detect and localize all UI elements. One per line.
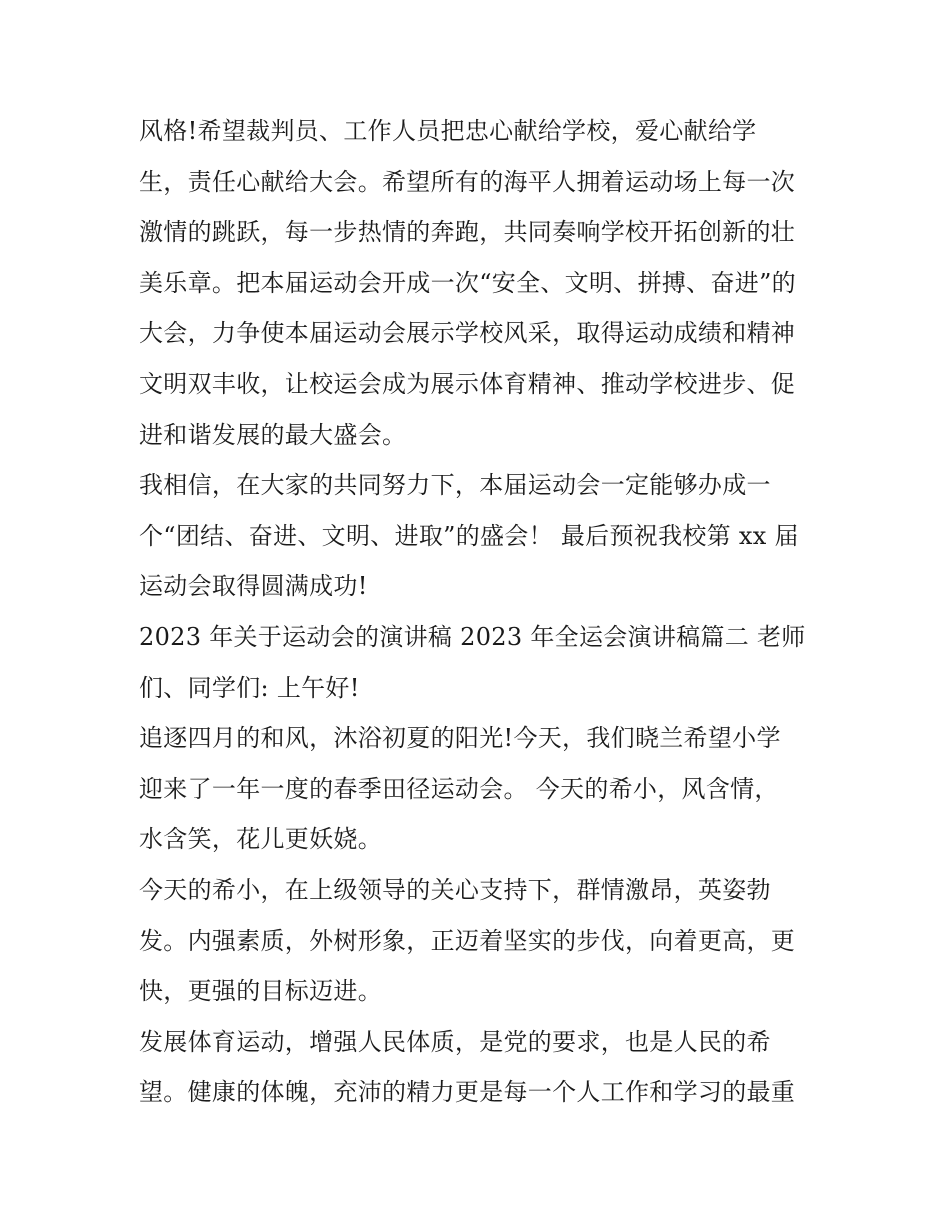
text-line: 大会，力争使本届运动会展示学校风采，取得运动成绩和精神 <box>139 319 796 348</box>
text-line: 个“团结、奋进、文明、进取”的盛会！ 最后预祝我校第 xx 届 <box>139 521 799 550</box>
text-line: 激情的跳跃，每一步热情的奔跑，共同奏响学校开拓创新的壮 <box>139 218 796 247</box>
text-line: 我相信，在大家的共同努力下，本届运动会一定能够办成一 <box>139 471 771 500</box>
text-line: 文明双丰收，让校运会成为展示体育精神、推动学校进步、促 <box>139 369 796 398</box>
text-line: 水含笑，花儿更妖娆。 <box>139 825 382 854</box>
text-line: 追逐四月的和风，沐浴初夏的阳光!今天，我们晓兰希望小学 <box>139 724 781 753</box>
text-line: 望。健康的体魄，充沛的精力更是每一个人工作和学习的最重 <box>139 1078 796 1107</box>
text-line: 们、同学们: 上午好! <box>139 673 360 702</box>
text-line: 快，更强的目标迈进。 <box>139 977 382 1006</box>
text-line: 2023 年关于运动会的演讲稿 2023 年全运会演讲稿篇二 老师 <box>139 622 806 651</box>
text-line: 风格!希望裁判员、工作人员把忠心献给学校，爱心献给学 <box>139 117 757 145</box>
text-line: 发展体育运动，增强人民体质，是党的要求，也是人民的希 <box>139 1027 771 1056</box>
text-line: 发。内强素质，外树形象，正迈着坚实的步伐，向着更高，更 <box>139 926 796 955</box>
text-line: 运动会取得圆满成功! <box>139 572 368 601</box>
text-line: 进和谐发展的最大盛会。 <box>139 420 407 449</box>
text-line: 今天的希小，在上级领导的关心支持下，群情激昂，英姿勃 <box>139 875 771 904</box>
text-line: 迎来了一年一度的春季田径运动会。 今天的希小，风含情， <box>139 774 779 803</box>
document-body <box>139 106 819 1118</box>
text-line: 美乐章。把本届运动会开成一次“安全、文明、拼搏、奋进”的 <box>139 268 796 297</box>
text-line: 生，责任心献给大会。希望所有的海平人拥着运动场上每一次 <box>139 167 796 196</box>
